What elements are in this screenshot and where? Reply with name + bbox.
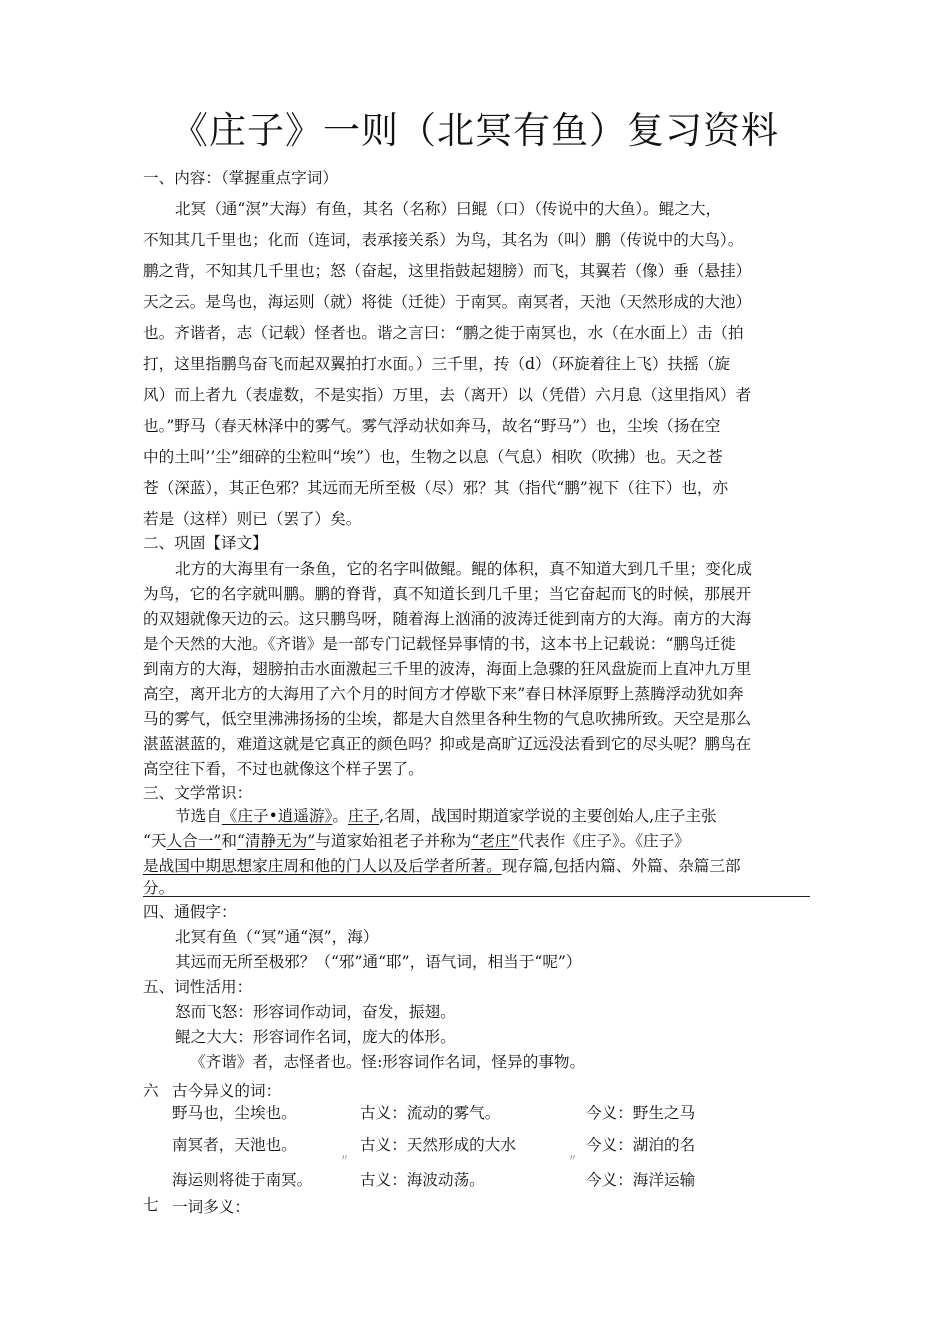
text-line: 节选自《庄子•逍遥游》。庄子,名周，战国时期道家学说的主要创始人,庄子主张 — [175, 807, 717, 825]
underlined-term: “老庄” — [471, 832, 519, 850]
new-meaning-cell: 今义：海洋运输 — [586, 1171, 696, 1189]
word-cell: 野马也，尘埃也。 — [172, 1104, 297, 1122]
text-line: 苍（深蓝），其正色邪？其远而无所至极（尽）邪？其（指代“鹏”视下（往下）也，亦 — [143, 479, 729, 497]
text-line: 风）而上者九（表虚数，不是实指）万里，去（离开）以（凭借）六月息（这里指风）者 — [143, 386, 752, 404]
old-meaning-cell: 古义：天然形成的大水 — [360, 1136, 516, 1154]
new-meaning-cell: 今义：野生之马 — [586, 1104, 696, 1122]
text-line: 不知其几千里也；化而（连词，表承接关系）为鸟，其名为（叫）鹏（传说中的大鸟）。 — [143, 231, 744, 249]
text-line: 北冥（通“溟”大海）有鱼，其名（名称）曰鲲（口）（传说中的大鱼）。鲲之大， — [175, 200, 722, 218]
section-2-heading: 二、巩固【译文】 — [143, 534, 268, 552]
text-line: 到南方的大海，翅膀拍击水面激起三千里的波涛，海面上急骤的狂风盘旋而上直冲九万里 — [143, 660, 752, 678]
text-line: 也。”野马（春天林泽中的雾气。雾气浮动状如奔马，故名“野马”）也，尘埃（扬在空 — [143, 417, 721, 435]
section-1-heading: 一、内容：（掌握重点字词） — [143, 169, 338, 187]
section-6-number: 六 — [143, 1082, 159, 1100]
text-line: 为鸟，它的名字就叫鹏。鹏的脊背，真不知道长到几千里；当它奋起而飞的时候，那展开 — [143, 585, 752, 603]
list-item: 其远而无所至极邪？（“邪”通“耶”，语气词，相当于“呢”） — [175, 953, 582, 971]
underlined-term: 《庄子•逍遥游》 — [221, 807, 333, 825]
text-line: 高空往下看，不过也就像这个样子罢了。 — [143, 760, 424, 778]
section-7-number: 七 — [143, 1196, 159, 1214]
old-meaning-cell: 古义：流动的雾气。 — [360, 1104, 501, 1122]
text-line: 中的土叫’’尘”细碎的尘粒叫“埃”）也，生物之以息（气息）相吹（吹拂）也。天之苍 — [143, 448, 723, 466]
text-line: 也。齐谐者，志（记载）怪者也。谐之言曰：“鹏之徙于南冥也，水（在水面上）击（拍 — [143, 324, 744, 342]
text-line: 分。 — [143, 879, 175, 897]
text-line: 鹏之背，不知其几千里也；怒（奋起，这里指鼓起翅膀）而飞，其翼若（像）垂（悬挂） — [143, 262, 752, 280]
text-line: 是战国中期思想家庄周和他的门人以及后学者所著。现存篇,包括内篇、外篇、杂篇三部 — [143, 857, 741, 875]
text-line: 北方的大海里有一条鱼，它的名字叫做鲲。鲲的体积，真不知道大到几千里；变化成 — [175, 560, 752, 578]
text-line: 湛蓝湛蓝的，难道这就是它真正的颜色吗？抑或是高旷辽远没法看到它的尽头呢？鹏鸟在 — [143, 735, 752, 753]
section-4-heading: 四、通假字： — [143, 903, 237, 921]
text-line: “天人合一”和“清静无为”与道家始祖老子并称为“老庄”代表作《庄子》。《庄子》 — [143, 832, 690, 850]
word-cell: 海运则将徙于南冥。 — [172, 1171, 313, 1189]
text-line: 高空，离开北方的大海用了六个月的时间方才停歇下来”春日林泽原野上蒸腾浮动犹如奔 — [143, 685, 744, 703]
section-7-heading: 一词多义： — [172, 1198, 250, 1216]
new-meaning-cell: 今义：湖泊的名 — [586, 1136, 696, 1154]
old-meaning-cell: 古义：海波动荡。 — [360, 1171, 485, 1189]
text-line: 的双翅就像天边的云。这只鹏鸟呀，随着海上汹涌的波涛迁徙到南方的大海。南方的大海 — [143, 610, 752, 628]
text-line: 是个天然的大池。《齐谐》是一部专门记载怪异事情的书，这本书上记载说：“鹏鸟迁徙 — [143, 635, 736, 653]
underlined-term: 人合一” — [166, 832, 222, 850]
underlined-term: “清静无为” — [236, 832, 316, 850]
section-3-heading: 三、文学常识： — [143, 784, 253, 802]
scan-mark: 〃 — [568, 1154, 578, 1164]
list-item: 北冥有鱼（“冥”通“溟”，海） — [175, 928, 379, 946]
scan-mark: 〃 — [340, 1154, 350, 1164]
list-item: 鲲之大大：形容词作名词，庞大的体形。 — [175, 1028, 456, 1046]
text-line: 若是（这样）则已（罢了）矣。 — [143, 510, 362, 528]
text-line: 天之云。是鸟也，海运则（就）将徙（迁徙）于南冥。南冥者，天池（天然形成的大池） — [143, 293, 752, 311]
list-item: 《齐谐》者，志怪者也。怪:形容词作名词，怪异的事物。 — [190, 1053, 586, 1071]
list-item: 怒而飞怒：形容词作动词，奋发，振翅。 — [175, 1003, 456, 1021]
underlined-term: 庄子 — [347, 807, 380, 825]
text-line: 马的雾气，低空里沸沸扬扬的尘埃，都是大自然里各种生物的气息吹拂所致。天空是那么 — [143, 710, 752, 728]
text-line: 打，这里指鹏鸟奋飞而起双翼拍打水面。）三千里，抟（d）（环旋着往上飞）扶摇（旋 — [143, 355, 730, 373]
document-title: 《庄子》一则（北冥有鱼）复习资料 — [171, 109, 779, 152]
underlined-term: 是战国中期思想家庄周和他的门人以及后学者所著。 — [143, 857, 502, 875]
word-cell: 南冥者，天池也。 — [172, 1136, 297, 1154]
section-6-heading: 古今异义的词： — [172, 1082, 282, 1100]
section-divider — [143, 896, 810, 897]
section-5-heading: 五、词性活用： — [143, 978, 253, 996]
